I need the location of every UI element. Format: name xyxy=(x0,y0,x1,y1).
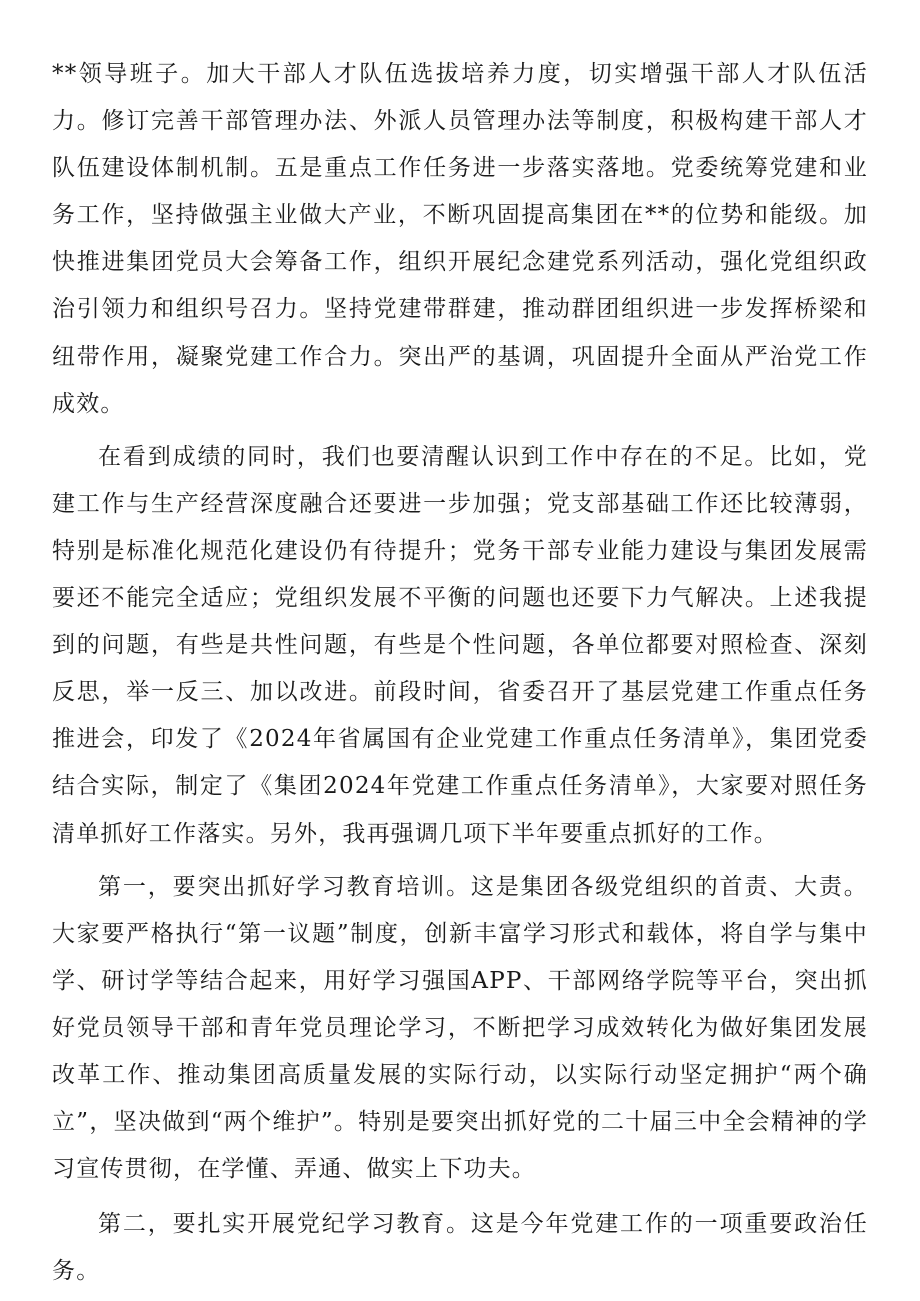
paragraph-shortcomings: 在看到成绩的同时，我们也要清醒认识到工作中存在的不足。比如，党建工作与生产经营深度融合还要进一步加强；党支部基础工作还比较薄弱，特别是标准化规范化建设仍有待提升；党务干部专业能力建设与集团发展需要还不能完全适应；党组织发展不平衡的问题也还要下力气解决。上述我提到的问题，有些是共性问题，有些是个性问题，各单位都要对照检查、深刻反思，举一反三、加以改进。前段时间，省委召开了基层党建工作重点任务推进会，印发了《2024年省属国有企业党建工作重点任务清单》，集团党委结合实际，制定了《集团2024年党建工作重点任务清单》，大家要对照任务清单抓好工作落实。另外，我再强调几项下半年要重点抓好的工作。 xyxy=(52,443,868,847)
paragraph-second-discipline-education: 第二，要扎实开展党纪学习教育。这是今年党建工作的一项重要政治任务。 xyxy=(52,1211,868,1285)
paragraph-leadership-and-tasks: **领导班子。加大干部人才队伍选拔培养力度，切实增强干部人才队伍活力。修订完善干部管理办法、外派人员管理办法等制度，积极构建干部人才队伍建设体制机制。五是重点工作任务进一步落实落地。党委统筹党建和业务工作，坚持做强主业做大产业，不断巩固提高集团在**的位势和能级。加快推进集团党员大会筹备工作，组织开展纪念建党系列活动，强化党组织政治引领力和组织号召力。坚持党建带群建，推动群团组织进一步发挥桥梁和纽带作用，凝聚党建工作合力。突出严的基调，巩固提升全面从严治党工作成效。 xyxy=(52,61,868,417)
paragraph-first-study-training: 第一，要突出抓好学习教育培训。这是集团各级党组织的首责、大责。大家要严格执行“第一议题”制度，创新丰富学习形式和载体，将自学与集中学、研讨学等结合起来，用好学习强国APP、干部网络学院等平台，突出抓好党员领导干部和青年党员理论学习，不断把学习成效转化为做好集团发展改革工作、推动集团高质量发展的实际行动，以实际行动坚定拥护“两个确立”，坚决做到“两个维护”。特别是要突出抓好党的二十届三中全会精神的学习宣传贯彻，在学懂、弄通、做实上下功夫。 xyxy=(52,873,868,1183)
